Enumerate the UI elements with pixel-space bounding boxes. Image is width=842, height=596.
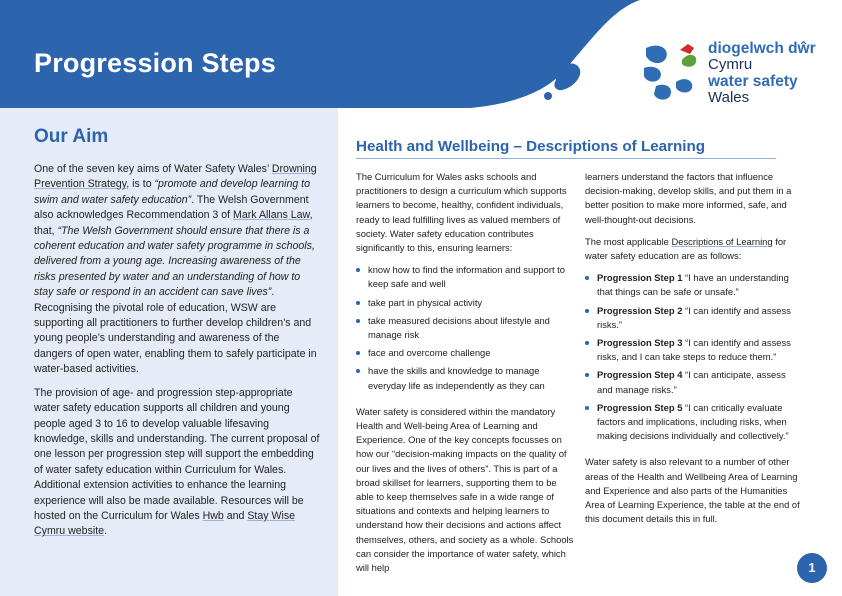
aim-paragraph-2 [34,386,320,540]
water-drops-dragon-logo-icon [636,38,706,104]
logo-welsh-country: Cymru [708,56,753,73]
text: The provision of age- and progression step-appropriate water safety education supports all children and young people aged 3 to 16 to develop valuable lifesaving knowledge, skills and understanding. The current proposal of one lesson per progression step will support the embedding of water safety education within Curriculum for Wales. Additional extension activities to enhance the learning experience will also be made available. Resources will be hosted on the Curriculum for Wales [34,386,320,522]
aim-body [34,162,320,548]
step-text: “I can anticipate, assess and manage risks.” [597,369,786,395]
step-text: “I can critically evaluate factors and implications, including risks, when making decisions individually and collectively.” [597,401,789,442]
step-label: Progression Step 5 [597,401,683,413]
mark-allans-law-link[interactable]: Mark Allans Law [233,209,310,222]
step-label: Progression Step 3 [597,337,683,349]
progression-step-item [585,304,803,332]
health-col2-paragraph-1: learners understand the factors that influence decision-making, develop skills, and put them in a better position to make more informed, safe, and well-thought-out decisions. [585,171,792,225]
health-col2-paragraph-3: Water safety is also relevant to a number of other areas of the Health and Wellbeing Area of Learning and Experience and also parts of the Humanities Area of Learning Experience, the table at the end of this document details this in full. [585,456,800,525]
water-safety-wales-logo [636,38,836,108]
header-banner [0,0,842,108]
step-label: Progression Step 4 [597,369,683,381]
list-item: face and overcome challenge [356,346,574,360]
aim-paragraph-1 [34,162,320,378]
text: for water safety education are as follows: [585,235,787,262]
progression-steps-list [585,271,803,443]
step-text: “I can identify and assess risks.” [597,304,791,330]
health-col2-paragraph-2 [585,235,803,263]
quote: “promote and develop learning to swim and water safety education” [34,178,311,206]
text: , is to [126,178,155,191]
logo-english-country: Wales [708,89,750,106]
list-item: take measured decisions about lifestyle and manage risk [356,314,574,342]
stay-wise-cymru-link[interactable]: Stay Wise Cymru website [34,509,296,538]
progression-step-item [585,401,803,444]
quote: “The Welsh Government should ensure that there is a coherent education and water safety programme in schools, delivered from a young age. Increasing awareness of the risks presented by water and an understanding of how to stay safe or respond in an accident can save lives” [34,224,315,299]
text: and [223,509,248,522]
progression-step-item [585,271,803,299]
text: One of the seven key aims of Water Safety Wales’ [34,163,272,175]
list-item: take part in physical activity [356,296,574,310]
progression-step-item [585,368,803,396]
aim-heading: Our Aim [34,126,109,147]
step-label: Progression Step 1 [597,272,683,284]
step-label: Progression Step 2 [597,304,683,316]
step-text: “I can identify and assess risks, and I can take steps to reduce them.” [597,337,791,363]
step-text: “I have an understanding that things can be safe or unsafe.” [597,272,789,298]
learner-outcomes-list [356,263,574,393]
text: The most applicable [585,235,672,247]
drowning-prevention-strategy-link[interactable]: Drowning Prevention Strategy [34,163,317,191]
health-wellbeing-heading: Health and Wellbeing – Descriptions of Learning [356,138,776,159]
hwb-link[interactable]: Hwb [202,509,224,522]
health-column-2 [585,170,803,534]
page-title: Progression Steps [34,48,276,78]
health-intro: The Curriculum for Wales asks schools and practitioners to design a curriculum which supports learners to become, healthy, confident individuals, ready to lead fulfilling lives as valued members of society. Water safety education contributes significantly to this, ensuring learners: [356,171,567,254]
text: . [104,525,108,538]
list-item: know how to find the information and support to keep safe and well [356,263,574,291]
health-column-1 [356,170,574,583]
text: . The Welsh Government also acknowledges Recommendation 3 of [34,193,309,222]
logo-welsh-name: diogelwch dŵr [708,40,816,57]
list-item: have the skills and knowledge to manage everyday life as independently as they can [356,364,574,392]
progression-step-item [585,336,803,364]
text: . Recognising the pivotal role of education, WSW are supporting all practitioners to further develop children’s and young people’s understanding and awareness of the dangers of open water, enabling them to safely participate in water-based activities. [34,286,317,376]
descriptions-of-learning-link[interactable]: Descriptions of Learning [671,235,773,247]
health-paragraph-2: Water safety is considered within the mandatory Health and Well-being Area of Learning and Experience. One of the key concepts focusses on how our “decision-making impacts on the quality of our lives and the lives of others”. This is part of a broad skillset for learners, supporting them to be able to keep themselves safe in a wide range of situations and contexts and helping learners to understand how their decisions and actions affect themselves, others, and society as a whole. Schools can consider the importance of water safety, which will help [356,405,574,574]
text: , that, [34,209,313,237]
logo-english-name: water safety [708,73,798,90]
page-number-badge: 1 [797,553,827,583]
